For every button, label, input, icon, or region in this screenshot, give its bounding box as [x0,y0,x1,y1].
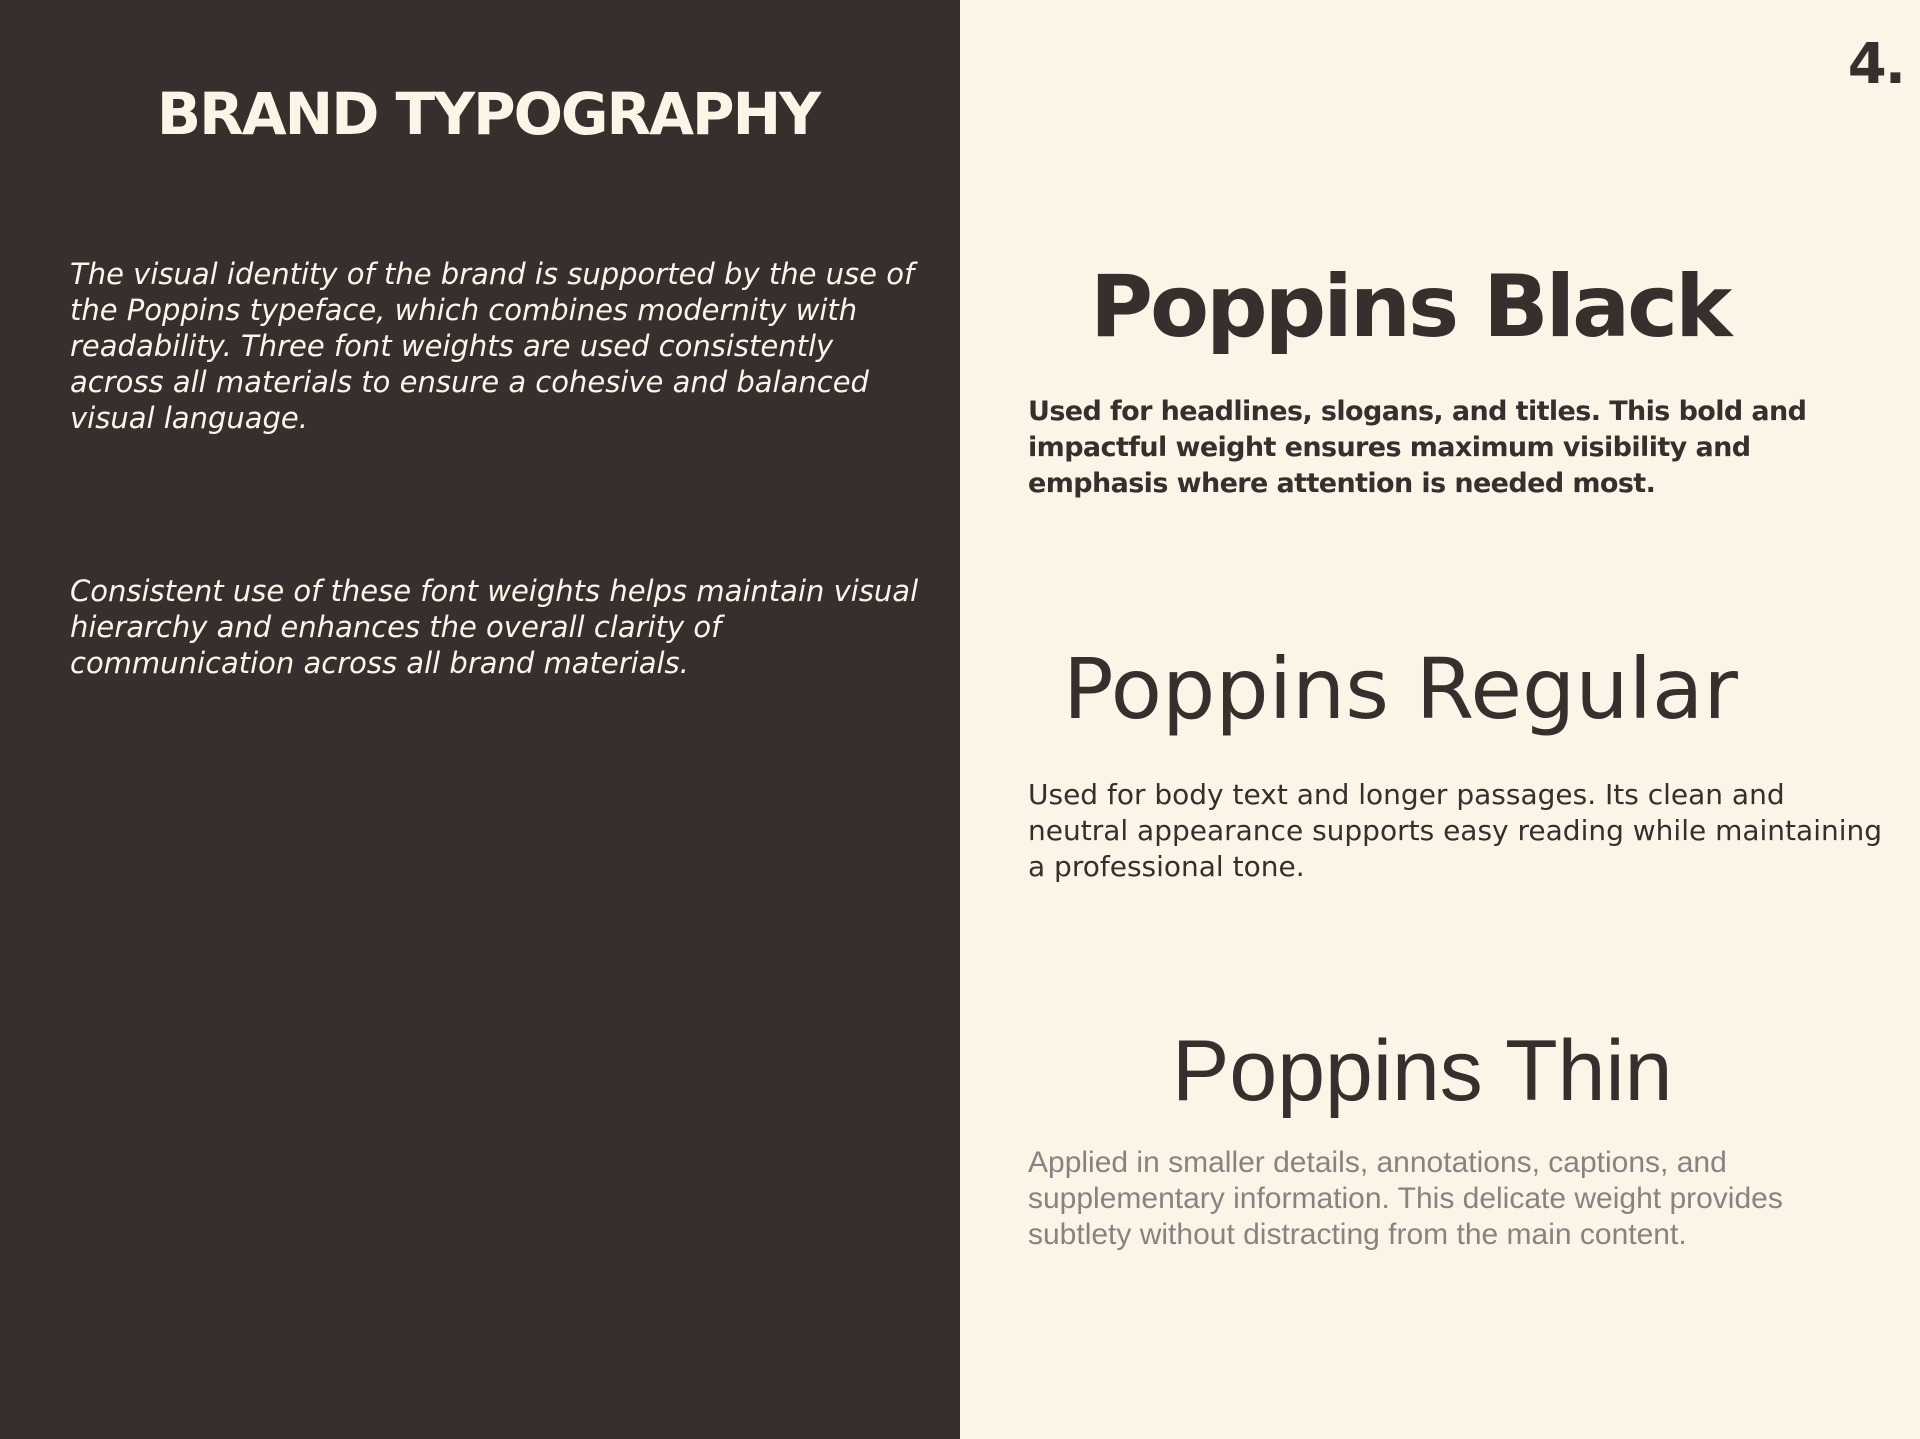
font-sample-black-description: Used for headlines, slogans, and titles. This bold and impactful weight ensures maximum visibility and emphasis where attention is needed most. [1028,396,1807,499]
page-title: BRAND TYPOGRAPHY [156,80,820,148]
font-sample-regular: Poppins Regular [1063,640,1738,738]
page-number: 4. [1847,32,1904,97]
font-sample-regular-description: Used for body text and longer passages. Its clean and neutral appearance supports easy reading while maintaining a professional tone. [1028,778,1883,883]
font-sample-thin-description: Applied in smaller details, annotations, captions, and supplementary information. This delicate weight provides subtlety without distracting from the main content. [1028,1146,1783,1251]
intro-paragraph-1: The visual identity of the brand is supported by the use of the Poppins typeface, which combines modernity with readability. Three font weights are used consistently across all materials to ensure a cohesive and balanced visual language. [70,257,915,435]
font-sample-thin: Poppins Thin [1172,1023,1673,1119]
intro-paragraph-2: Consistent use of these font weights helps maintain visual hierarchy and enhances the overall clarity of communication across all brand materials. [70,574,919,680]
font-sample-black: Poppins Black [1090,257,1730,357]
